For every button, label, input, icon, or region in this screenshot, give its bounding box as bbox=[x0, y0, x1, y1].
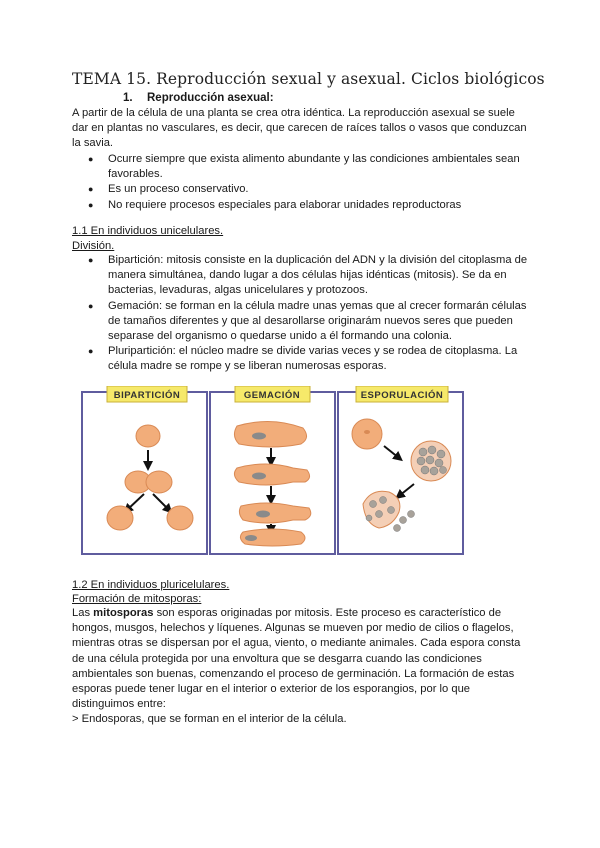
subsection-subheading-mitosporas: Formación de mitosporas: bbox=[72, 593, 202, 605]
list-item-line: célula madre se rompe y se liberan numerosas esporas. bbox=[108, 360, 387, 373]
text-run: Las bbox=[72, 607, 94, 619]
label-esporulacion: ESPORULACIÓN bbox=[360, 390, 444, 401]
bullet-icon: ● bbox=[88, 346, 94, 357]
paragraph-line bbox=[72, 606, 542, 621]
asexual-properties-list bbox=[72, 152, 532, 213]
subsection-heading-pluricelulares: 1.2 En individuos pluricelulares. bbox=[72, 579, 230, 591]
bullet-icon: ● bbox=[88, 255, 94, 265]
paragraph-line: ambientales son buenas, comenzando el proceso de germinación. La formación de estas bbox=[72, 667, 515, 680]
list-item-line: Gemación: se forman en la célula madre unas yemas que al crecer formarán células bbox=[108, 299, 527, 312]
subsection-subheading-division: División. bbox=[72, 240, 115, 252]
panel-gemacion bbox=[210, 386, 335, 554]
paragraph-line: dar en plantas no vasculares, es decir, que carecen de raíces tallos o vasos que conduzcan bbox=[72, 122, 527, 135]
list-item-line: favorables. bbox=[108, 168, 163, 181]
paragraph-line: distinguimos entre: bbox=[72, 698, 166, 711]
list-item-line: bacterias, levaduras, algas unicelulares y protozoos. bbox=[108, 284, 368, 297]
list-item bbox=[72, 152, 532, 182]
bullet-icon: ● bbox=[88, 300, 94, 311]
bullet-icon: ● bbox=[88, 154, 94, 164]
list-item-line: separase del organismo o quedarse unido a él formando una colonia. bbox=[108, 330, 452, 343]
label-gemacion: GEMACIÓN bbox=[243, 390, 301, 401]
paragraph-line: la savia. bbox=[72, 137, 114, 150]
list-item-biparticion bbox=[72, 253, 532, 299]
list-item-line: manera simultánea, dando lugar a dos células hijas idénticas (mitosis). Se da en bbox=[108, 269, 507, 282]
paragraph-line: de una célula protegida por una envoltura que se desgarra cuando las condiciones bbox=[72, 652, 482, 665]
list-item-line: Bipartición: mitosis consiste en la duplicación del ADN y la división del citoplasma de bbox=[108, 254, 528, 266]
section-number: 1. bbox=[123, 92, 133, 104]
division-diagram bbox=[81, 386, 465, 556]
list-item-line: Ocurre siempre que exista alimento abundante y las condiciones ambientales sean bbox=[108, 153, 520, 165]
list-item-line: de tamaños diferentes y que al desarollarse originarám nuevos seres que pueden bbox=[108, 314, 513, 327]
label-biparticion: BIPARTICIÓN bbox=[113, 390, 181, 401]
paragraph-line: > Endosporas, que se forman en el interior de la célula. bbox=[72, 713, 347, 726]
document-title: TEMA 15. Reproducción sexual y asexual. Ciclos biológicos bbox=[72, 70, 545, 88]
paragraph-line: esporas puede tener lugar en el interior o exterior de los esporangios, por lo que bbox=[72, 683, 471, 696]
paragraph-line: hongos, musgos, helechos y líquenes. Algunas se mueven por medio de cilios o flagelos, bbox=[72, 622, 514, 635]
list-item bbox=[72, 182, 532, 197]
paragraph-line: A partir de la célula de una planta se crea otra idéntica. La reproducción asexual se suele bbox=[72, 107, 515, 119]
division-types-list bbox=[72, 253, 532, 375]
panel-biparticion bbox=[82, 386, 207, 554]
list-item-line: Es un proceso conservativo. bbox=[108, 183, 249, 196]
section-heading-text: Reproducción asexual: bbox=[147, 92, 274, 104]
intro-paragraph bbox=[72, 106, 532, 152]
bullet-icon: ● bbox=[88, 184, 94, 195]
list-item-pluriparticion bbox=[72, 344, 532, 374]
section-heading-reproduccion-asexual bbox=[123, 92, 274, 104]
subsection-heading-unicelulares: 1.1 En individuos unicelulares. bbox=[72, 225, 224, 237]
list-item-gemacion bbox=[72, 299, 532, 345]
text-run: son esporas originadas por mitosis. Este proceso es característico de bbox=[153, 607, 502, 619]
bullet-icon: ● bbox=[88, 199, 94, 210]
list-item-line: Pluripartición: el núcleo madre se divide varias veces y se rodea de citoplasma. La bbox=[108, 345, 518, 358]
term-mitosporas: mitosporas bbox=[93, 607, 154, 619]
list-item-line: No requiere procesos especiales para elaborar unidades reproductoras bbox=[108, 198, 462, 211]
list-item bbox=[72, 198, 532, 213]
mitosporas-paragraph bbox=[72, 606, 542, 728]
panel-esporulacion bbox=[338, 386, 463, 554]
paragraph-line: mientras otras se dispersan por el agua, viento, o mediante animales. Cada espora consta bbox=[72, 637, 521, 650]
